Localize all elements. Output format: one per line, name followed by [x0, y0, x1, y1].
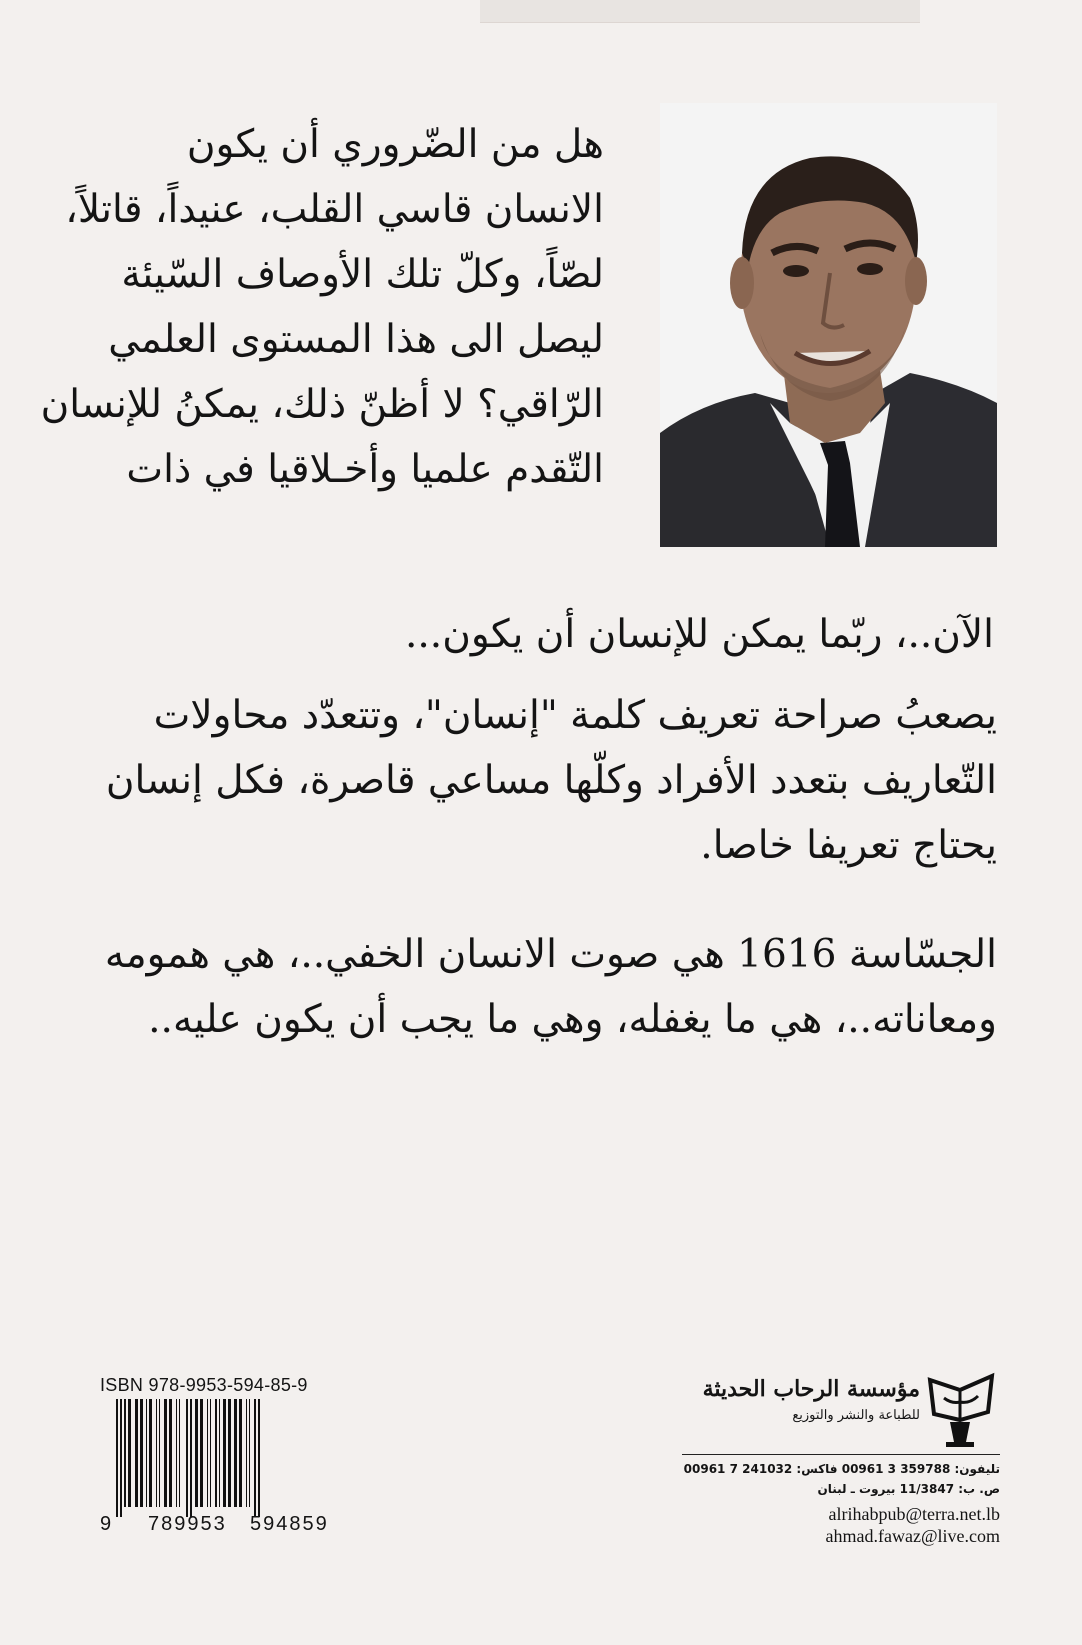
barcode-bar [116, 1399, 118, 1517]
barcode-bar [258, 1399, 260, 1517]
blurb-line: لصّاً، وكلّ تلك الأوصاف السّيئة [121, 252, 604, 297]
isbn-label: ISBN 978-9953-594-85-9 [100, 1375, 308, 1395]
blurb-line: يصعبُ صراحة تعريف كلمة "إنسان"، وتتعدّد محاولات [153, 693, 997, 738]
barcode-bar [195, 1399, 198, 1507]
publisher-email-1: alrihabpub@terra.net.lb [828, 1504, 1000, 1524]
blurb-paragraph-2 [97, 683, 997, 878]
barcode-bar [146, 1399, 147, 1507]
barcode-bar [210, 1399, 211, 1507]
isbn-barcode [100, 1375, 340, 1555]
blurb-line: الجسّاسة 1616 هي صوت الانسان الخفي..، هي همومه [104, 932, 997, 977]
blurb-paragraph-1 [40, 112, 604, 502]
blurb-line: التّقدم علميا وأخـلاقيا في ذات [126, 447, 604, 492]
barcode-bar [249, 1399, 250, 1507]
barcode-bar [186, 1399, 188, 1517]
barcode-bar [149, 1399, 152, 1507]
barcode-bar [135, 1399, 138, 1507]
barcode-bar [164, 1399, 167, 1507]
barcode-digit-first: 9 [100, 1513, 112, 1535]
blurb-line: ليصل الى هذا المستوى العلمي [108, 317, 604, 362]
barcode-bar [228, 1399, 231, 1507]
publisher-subtitle: للطباعة والنشر والتوزيع [792, 1408, 920, 1423]
blurb-line: يحتاج تعريفا خاصا. [700, 823, 997, 868]
author-photo [660, 103, 997, 547]
barcode-bar [246, 1399, 247, 1507]
cover-top-edge [480, 0, 920, 23]
blurb-line: هل من الضّروري أن يكون [186, 122, 604, 167]
publisher-email-2: ahmad.fawaz@live.com [825, 1526, 1000, 1546]
barcode-bar [200, 1399, 203, 1507]
barcode-bar [176, 1399, 177, 1507]
barcode-bar [223, 1399, 226, 1507]
barcode-bar [169, 1399, 172, 1507]
barcode-bar [219, 1399, 220, 1507]
barcode-bar [239, 1399, 242, 1507]
barcode-bar [179, 1399, 180, 1507]
barcode-bar [207, 1399, 208, 1507]
publisher-block [683, 1368, 1000, 1568]
barcode-bar [234, 1399, 237, 1507]
barcode-digits-left: 789953 [148, 1513, 227, 1535]
blurb-line: الرّاقي؟ لا أظنّ ذلك، يمكنُ للإنسان [40, 382, 604, 427]
blurb-paragraph-3 [97, 922, 997, 1052]
barcode-bar [128, 1399, 131, 1507]
barcode-bar [120, 1399, 122, 1517]
publisher-pobox: ص. ب: 11/3847 بيروت ـ لبنان [817, 1482, 1000, 1496]
barcode-bar [190, 1399, 192, 1517]
barcode-bar [156, 1399, 157, 1507]
publisher-divider [682, 1454, 1000, 1455]
publisher-phone: تليفون: 359788 3 00961 فاكس: 241032 7 00961 [683, 1462, 1000, 1476]
barcode-bar [140, 1399, 143, 1507]
publisher-name: مؤسسة الرحاب الحديثة [702, 1376, 920, 1402]
barcode-bar [254, 1399, 256, 1517]
barcode-bar [159, 1399, 160, 1507]
blurb-line: التّعاريف بتعدد الأفراد وكلّها مساعي قاصرة، فكل إنسان [105, 758, 997, 803]
barcode-bar [215, 1399, 217, 1507]
publisher-logo-icon [922, 1368, 1000, 1448]
blurb-line: ومعاناته..، هي ما يغفله، وهي ما يجب أن يكون عليه.. [148, 997, 997, 1042]
barcode-digits-right: 594859 [250, 1513, 329, 1535]
barcode-bar [124, 1399, 126, 1507]
barcode-bars [114, 1399, 326, 1517]
blurb-line: الانسان قاسي القلب، عنيداً، قاتلاً، [65, 187, 604, 232]
blurb-paragraph-1-tail: الآن..، ربّما يمكن للإنسان أن يكون... [405, 612, 994, 657]
